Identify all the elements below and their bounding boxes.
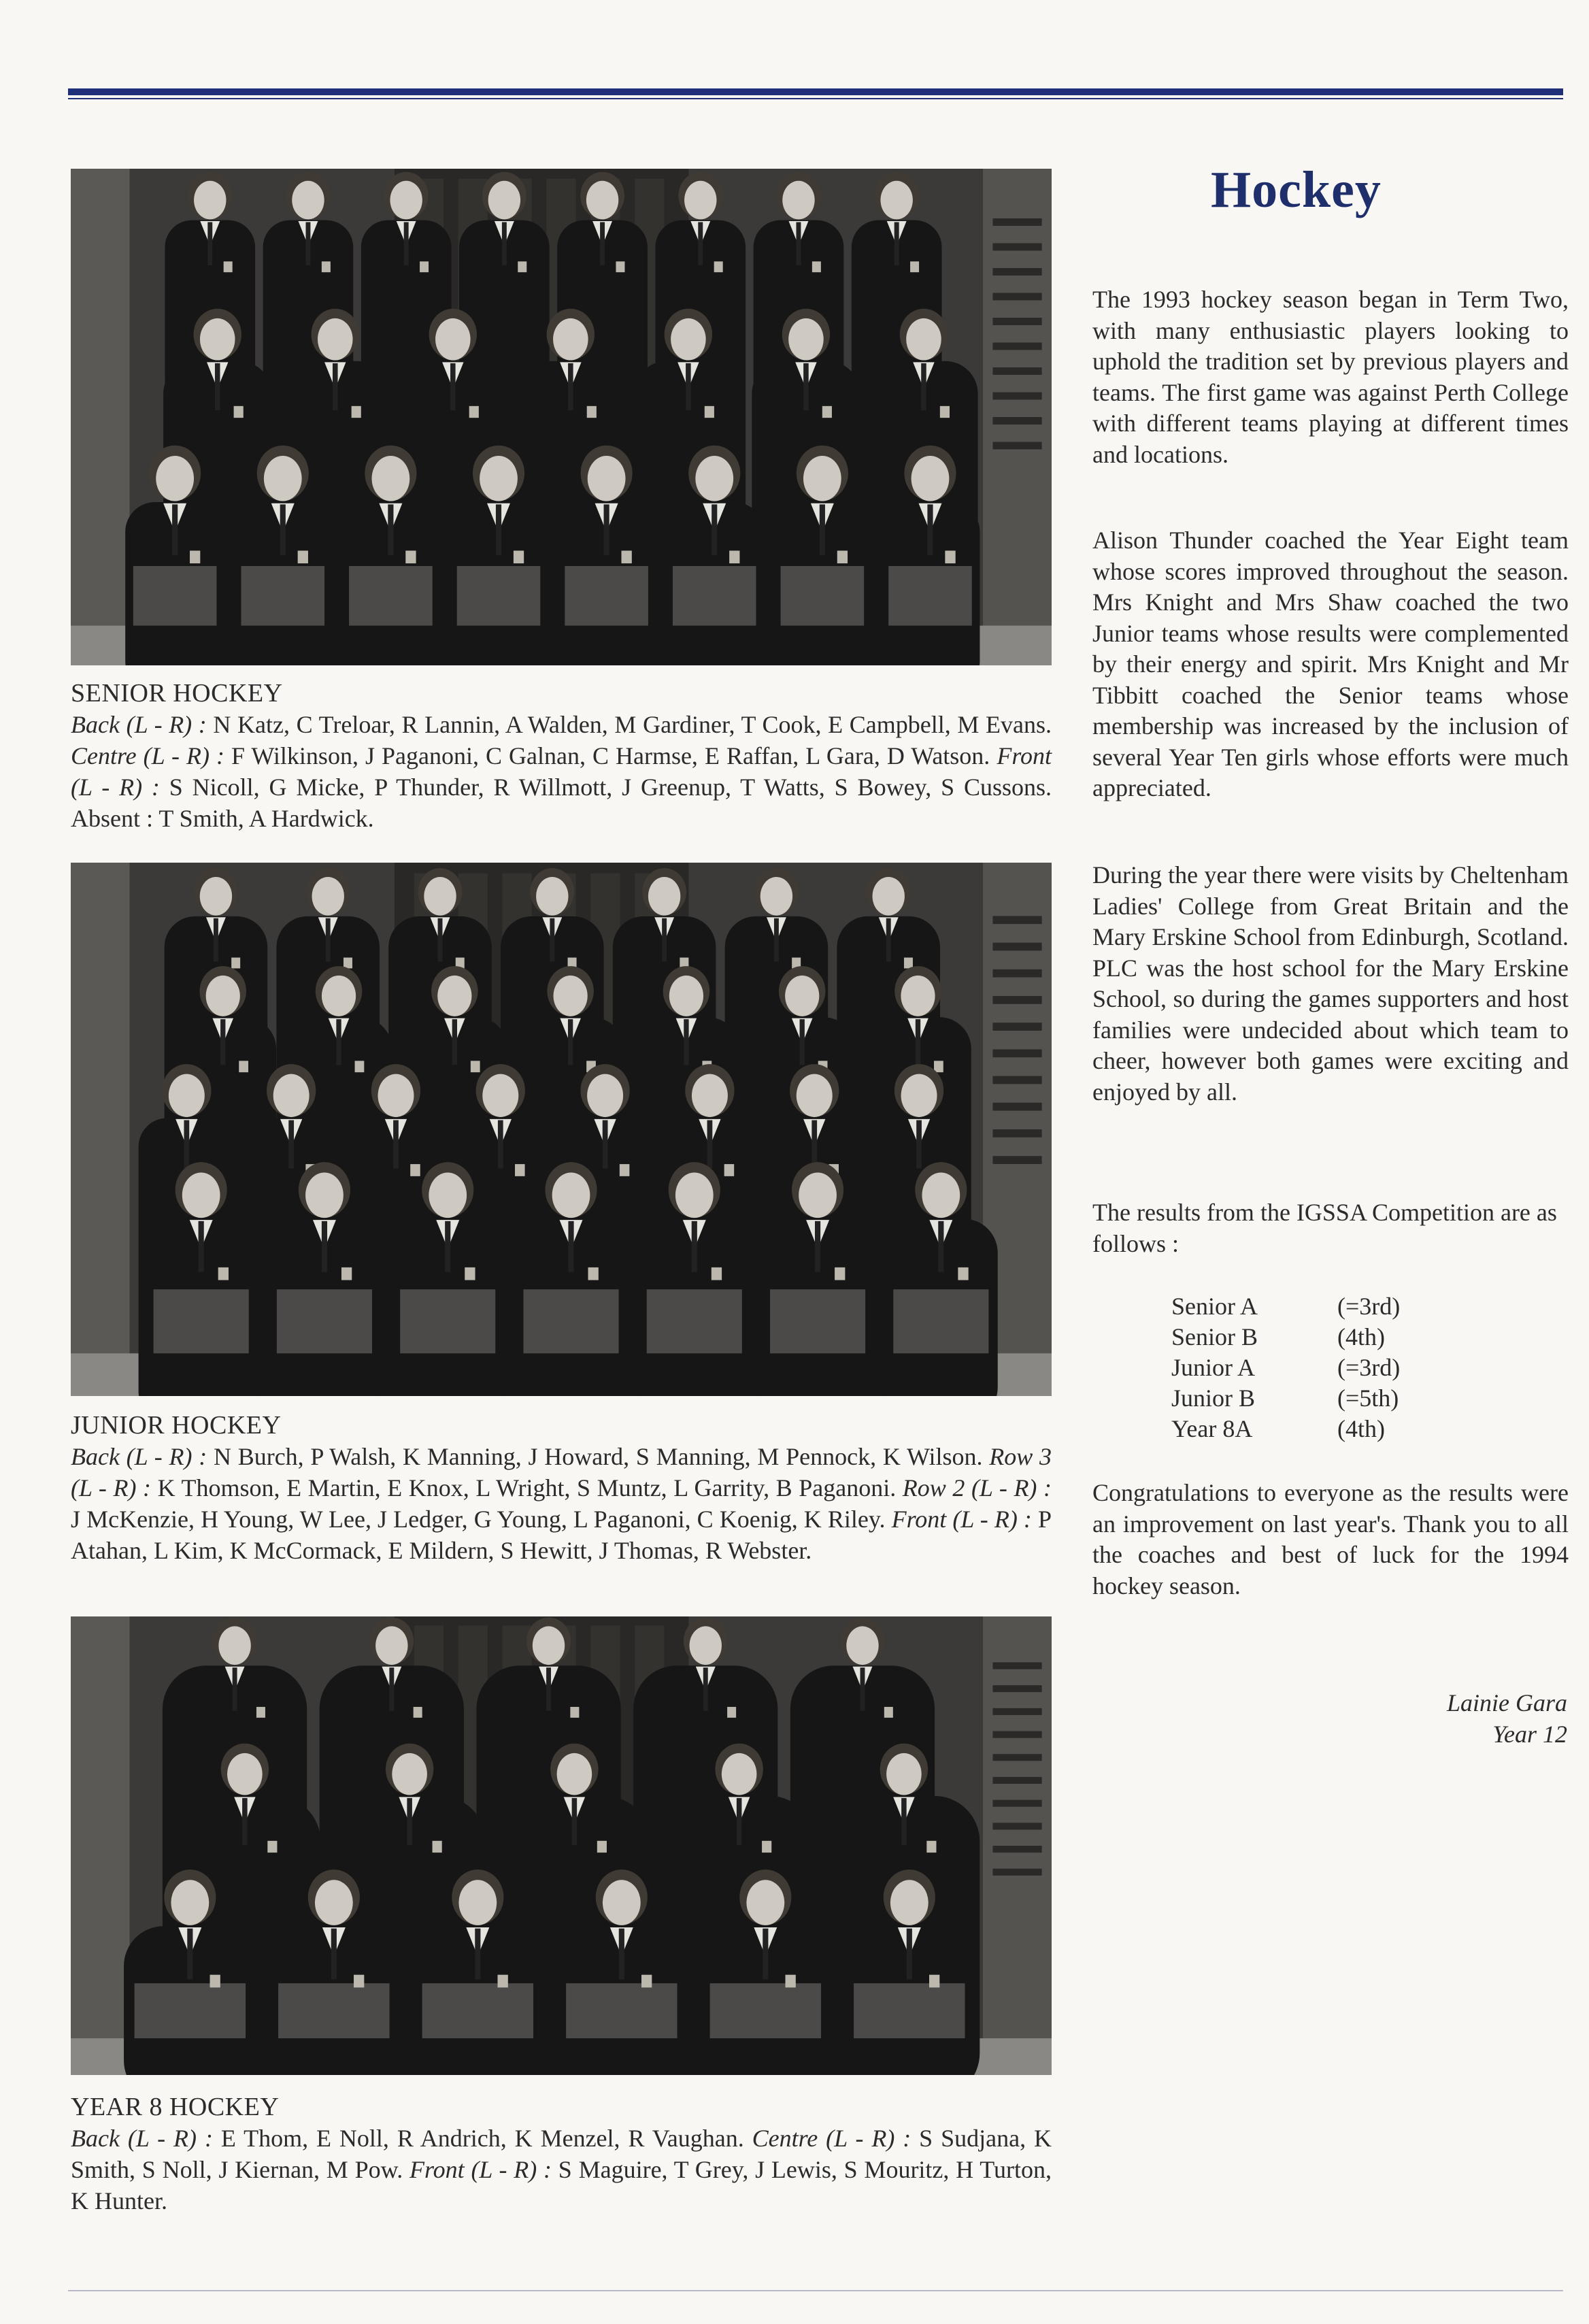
results-row xyxy=(1171,1414,1400,1444)
result-place: (4th) xyxy=(1337,1415,1385,1442)
caption-names-front: S Maguire, T Grey, J Lewis, S Mouritz, H Turton, K Hunter. xyxy=(71,2156,1052,2214)
caption-label-front: Front (L - R) : xyxy=(891,1506,1032,1533)
caption-label-front: Front (L - R) : xyxy=(409,2156,552,2183)
caption-title: JUNIOR HOCKEY xyxy=(71,1411,282,1440)
result-team: Junior A xyxy=(1171,1354,1256,1381)
junior-team-photo xyxy=(71,863,1052,1396)
footer-rule xyxy=(68,2290,1563,2291)
paragraph-text: Alison Thunder coached the Year Eight team whose scores improved throughout the season. Mrs Knight and Mrs Shaw coached the two Junior teams whose results were complemented by their energy and spirit. Mrs Knight and Mr Tibbitt coached the Senior teams whose membership was increased by the inclusion of several Year Ten girls whose efforts were much appreciated. xyxy=(1092,527,1569,801)
results-row xyxy=(1171,1322,1400,1352)
author-name: Lainie Gara xyxy=(1446,1689,1567,1716)
caption-label-row3: Row 3 (L - R) : xyxy=(71,1443,1052,1501)
caption-names-back: N Katz, C Treloar, R Lannin, A Walden, M Gardiner, T Cook, E Campbell, M Evans. xyxy=(206,711,1052,738)
results-row xyxy=(1171,1352,1400,1383)
paragraph-text: During the year there were visits by Cheltenham Ladies' College from Great Britain and the Mary Erskine School from Edinburgh, Scotland. PLC was the host school for the Mary Erskine School, so during the games supporters and host families were undecided about which team to cheer, however both games were exciting and enjoyed by all. xyxy=(1092,861,1569,1106)
results-table xyxy=(1171,1291,1400,1444)
caption-absent: Absent : T Smith, A Hardwick. xyxy=(71,805,374,832)
header-rule xyxy=(68,88,1563,95)
caption-label-front: Front (L - R) : xyxy=(71,742,1052,801)
caption-names-centre: F Wilkinson, J Paganoni, C Galnan, C Harmse, E Raffan, L Gara, D Watson. xyxy=(224,742,997,769)
results-row xyxy=(1171,1383,1400,1414)
caption-names-centre: S Sudjana, K Smith, S Noll, J Kiernan, M Pow. xyxy=(71,2125,1052,2183)
caption-names-row3: K Thomson, E Martin, E Knox, L Wright, S Muntz, L Garrity, B Paganoni. xyxy=(151,1474,903,1501)
page-title: Hockey xyxy=(1211,161,1382,218)
caption-names-row2: J McKenzie, H Young, W Lee, J Ledger, G Young, L Paganoni, C Koenig, K Riley. xyxy=(71,1506,892,1533)
caption-names-back: E Thom, E Noll, R Andrich, K Menzel, R Vaughan. xyxy=(212,2125,752,2152)
caption-names-front: P Atahan, L Kim, K McCormack, E Mildern, S Hewitt, J Thomas, R Webster. xyxy=(71,1506,1052,1564)
junior-caption xyxy=(71,1410,1052,1566)
header-rule-thin xyxy=(68,98,1563,99)
paragraph-text: The results from the IGSSA Competition are as follows : xyxy=(1092,1199,1557,1257)
result-team: Year 8A xyxy=(1171,1415,1253,1442)
caption-label-back: Back (L - R) : xyxy=(71,1443,207,1470)
result-place: (=3rd) xyxy=(1337,1354,1401,1381)
year8-team-photo xyxy=(71,1616,1052,2075)
paragraph-text: Congratulations to everyone as the results were an improvement on last year's. Thank you to all the coaches and best of luck for the 1994 hockey season. xyxy=(1092,1479,1569,1599)
result-place: (=5th) xyxy=(1337,1384,1399,1412)
caption-names-back: N Burch, P Walsh, K Manning, J Howard, S Manning, M Pennock, K Wilson. xyxy=(207,1443,990,1470)
author-year: Year 12 xyxy=(1492,1721,1567,1748)
caption-label-back: Back (L - R) : xyxy=(71,2125,213,2152)
year8-caption xyxy=(71,2091,1052,2217)
results-row xyxy=(1171,1291,1400,1322)
article-paragraph xyxy=(1092,860,1569,1108)
caption-names-front: S Nicoll, G Micke, P Thunder, R Willmott, J Greenup, T Watts, S Bowey, S Cussons. xyxy=(159,774,1052,801)
results-intro xyxy=(1092,1197,1569,1259)
caption-title: SENIOR HOCKEY xyxy=(71,679,283,708)
caption-label-row2: Row 2 (L - R) : xyxy=(902,1474,1052,1501)
paragraph-text: The 1993 hockey season began in Term Two, with many enthusiastic players looking to uphold the tradition set by previous players and teams. The first game was against Perth College with different teams playing at different times and locations. xyxy=(1092,286,1569,468)
article-paragraph xyxy=(1092,525,1569,804)
closing-paragraph xyxy=(1092,1478,1569,1601)
result-team: Junior B xyxy=(1171,1384,1256,1412)
senior-caption xyxy=(71,678,1052,834)
result-place: (=3rd) xyxy=(1337,1293,1401,1320)
result-team: Senior A xyxy=(1171,1293,1258,1320)
result-team: Senior B xyxy=(1171,1323,1258,1350)
result-place: (4th) xyxy=(1337,1323,1385,1350)
caption-label-centre: Centre (L - R) : xyxy=(752,2125,911,2152)
caption-label-centre: Centre (L - R) : xyxy=(71,742,224,769)
caption-title: YEAR 8 HOCKEY xyxy=(71,2093,280,2121)
caption-label-back: Back (L - R) : xyxy=(71,711,207,738)
senior-team-photo xyxy=(71,169,1052,665)
article-paragraph xyxy=(1092,284,1569,470)
